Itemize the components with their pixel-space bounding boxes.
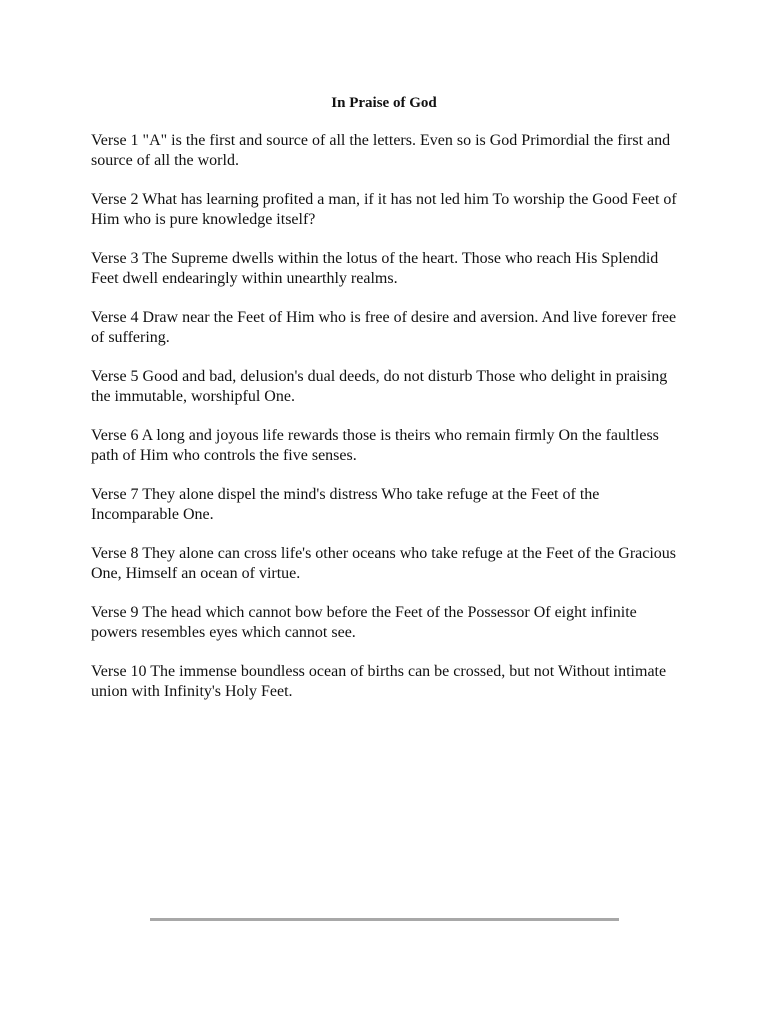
verse-list <box>91 131 681 721</box>
verse-7: Verse 7 They alone dispel the mind's distress Who take refuge at the Feet of the Incomparable One. <box>91 486 600 523</box>
verse-10: Verse 10 The immense boundless ocean of births can be crossed, but not Without intimate union with Infinity's Holy Feet. <box>91 663 667 700</box>
verse-8: Verse 8 They alone can cross life's other oceans who take refuge at the Feet of the Gracious One, Himself an ocean of virtue. <box>91 545 677 582</box>
verse-3: Verse 3 The Supreme dwells within the lotus of the heart. Those who reach His Splendid Feet dwell endearingly within unearthly realms. <box>91 250 659 287</box>
verse-6: Verse 6 A long and joyous life rewards those is theirs who remain firmly On the faultless path of Him who controls the five senses. <box>91 427 659 464</box>
verse-4: Verse 4 Draw near the Feet of Him who is free of desire and aversion. And live forever free of suffering. <box>91 309 677 346</box>
verse-5: Verse 5 Good and bad, delusion's dual deeds, do not disturb Those who delight in praising the immutable, worshipful One. <box>91 368 668 405</box>
page-title: In Praise of God <box>331 95 437 111</box>
verse-2: Verse 2 What has learning profited a man, if it has not led him To worship the Good Feet of Him who is pure knowledge itself? <box>91 191 677 228</box>
page-divider <box>150 918 619 921</box>
verse-1: Verse 1 "A" is the first and source of all the letters. Even so is God Primordial the first and source of all the world. <box>91 132 671 169</box>
verse-9: Verse 9 The head which cannot bow before the Feet of the Possessor Of eight infinite powers resembles eyes which cannot see. <box>91 604 637 641</box>
